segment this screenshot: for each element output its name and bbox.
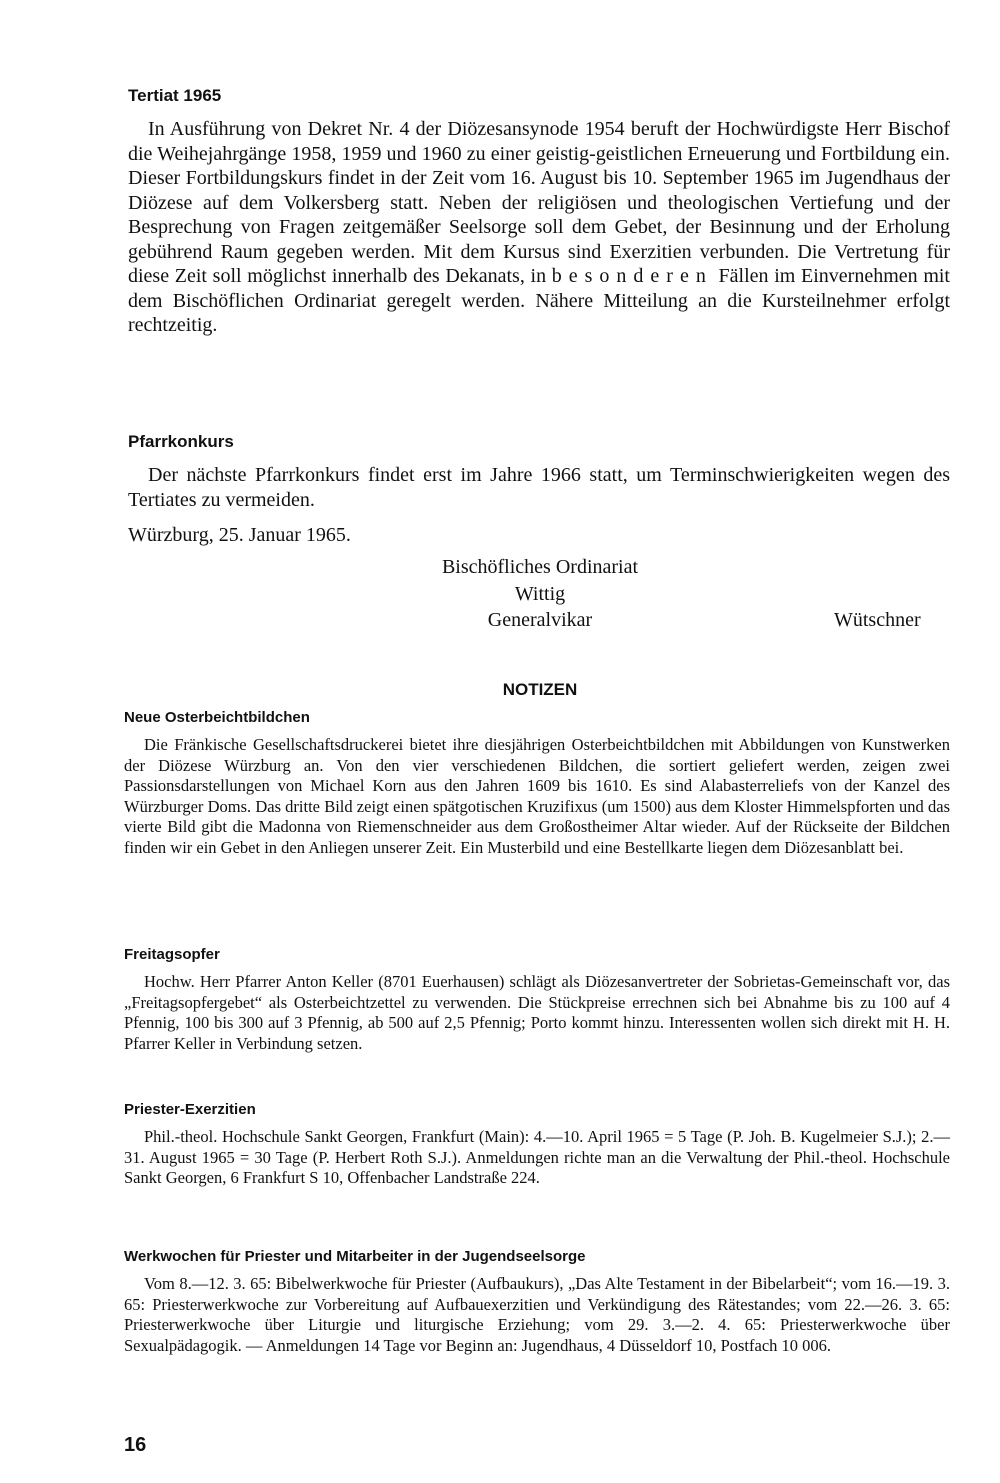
- pfarrkonkurs-heading: Pfarrkonkurs: [128, 432, 234, 451]
- signature-second-name: Wütschner: [834, 609, 921, 631]
- section-body-werkwochen: Vom 8.—12. 3. 65: Bibelwerkwoche für Priester (Aufbaukurs), „Das Alte Testament in der Bibelarbeit“; vom 16.—19. 3. 65: Priesterwerkwoche zur Vorbereitung auf Aufbauexerzitien und Verkündigung des Rätestandes; vom 22.—26. 3. 65: Priesterwerkwoche über Liturgie und liturgische Erziehung; vom 29. 3.—2. 4. 65: Priesterwerkwoche über Sexualpädagogik. — Anmeldungen 14 Tage vor Beginn an: Jugendhaus, 4 Düsseldorf 10, Postfach 10 006.: [124, 1274, 950, 1355]
- section-heading-priester-exerzitien: Priester-Exerzitien: [124, 1101, 256, 1118]
- page-number: 16: [124, 1434, 147, 1456]
- tertiat-body-end: Fällen im Einvernehmen mit dem Bischöflichen Ordinariat geregelt werden. Nähere Mitteilung an die Kursteilnehmer erfolgt rechtzeitig.: [128, 265, 950, 336]
- section-heading-freitagsopfer: Freitagsopfer: [124, 946, 220, 963]
- signature-office: Bischöfliches Ordinariat: [441, 556, 639, 578]
- section-heading-osterbeichtbildchen: Neue Osterbeichtbildchen: [124, 709, 310, 726]
- place-date: Würzburg, 25. Januar 1965.: [128, 524, 351, 546]
- notizen-heading: NOTIZEN: [502, 680, 578, 699]
- section-body-freitagsopfer: Hochw. Herr Pfarrer Anton Keller (8701 Euerhausen) schlägt als Diözesanvertreter der Sobrietas-Gemeinschaft vor, das „Freitagsopfergebet“ als Osterbeichtzettel zu verwenden. Die Stückpreise errechnen sich bei Abnahme bis zu 100 auf 4 Pfennig, 100 bis 300 auf 3 Pfennig, ab 500 auf 2,5 Pfennig; Porto kommt hinzu. Interessenten wollen sich direkt mit H. H. Pfarrer Keller in Verbindung setzen.: [124, 972, 950, 1053]
- section-body-osterbeichtbildchen: Die Fränkische Gesellschaftsdruckerei bietet ihre diesjährigen Osterbeichtbildchen mit Abbildungen von Kunstwerken der Diözese Würzburg an. Von den vier verschiedenen Bildchen, die sortiert geliefert werden, zeigen zwei Passionsdarstellungen von Michael Korn aus den Jahren 1609 bis 1610. Es sind Alabasterreliefs von der Kanzel des Würzburger Doms. Das dritte Bild zeigt einen spätgotischen Kruzifixus (um 1500) aus dem Kloster Himmelspforten und das vierte Bild gibt die Madonna von Riemenschneider aus dem Großostheimer Altar wieder. Auf der Rückseite der Bildchen finden wir ein Gebet in den Anliegen unserer Zeit. Ein Musterbild und eine Bestellkarte liegen dem Diözesanblatt bei.: [124, 735, 950, 857]
- signature-name: Wittig: [514, 583, 566, 605]
- section-body-priester-exerzitien: Phil.-theol. Hochschule Sankt Georgen, Frankfurt (Main): 4.—10. April 1965 = 5 Tage (P. Joh. B. Kugelmeier S.J.); 2.—31. August 1965 = 30 Tage (P. Herbert Roth S.J.). Anmeldungen richte man an die Verwaltung der Phil.-theol. Hochschule Sankt Georgen, 6 Frankfurt S 10, Offenbacher Landstraße 224.: [124, 1127, 950, 1188]
- tertiat-body-start: In Ausführung von Dekret Nr. 4 der Diözesansynode 1954 beruft der Hochwürdigste Herr Bischof die Weihejahrgänge 1958, 1959 und 1960 zu einer geistig-geistlichen Erneuerung und Fortbildung ein. Dieser Fortbildungskurs findet in der Zeit vom 16. August bis 10. September 1965 im Jugendhaus der Diözese auf dem Volkersberg statt. Neben der religiösen und theologischen Vertiefung und der Besprechung von Fragen zeitgemäßer Seelsorge soll dem Gebet, der Besinnung und der Erholung gebührend Raum gegeben werden. Mit dem Kursus sind Exerzitien verbunden. Die Vertretung für diese Zeit soll möglichst innerhalb des Dekanats, in: [128, 118, 950, 287]
- tertiat-heading: Tertiat 1965: [128, 86, 222, 105]
- pfarrkonkurs-body: Der nächste Pfarrkonkurs findet erst im Jahre 1966 statt, um Terminschwierigkeiten wegen des Tertiates zu vermeiden.: [128, 464, 950, 511]
- signature-title: Generalvikar: [487, 609, 593, 631]
- tertiat-body-emphasis: besonderen: [551, 265, 713, 287]
- section-heading-werkwochen: Werkwochen für Priester und Mitarbeiter in der Jugendseelsorge: [124, 1248, 586, 1265]
- tertiat-body: [128, 117, 950, 338]
